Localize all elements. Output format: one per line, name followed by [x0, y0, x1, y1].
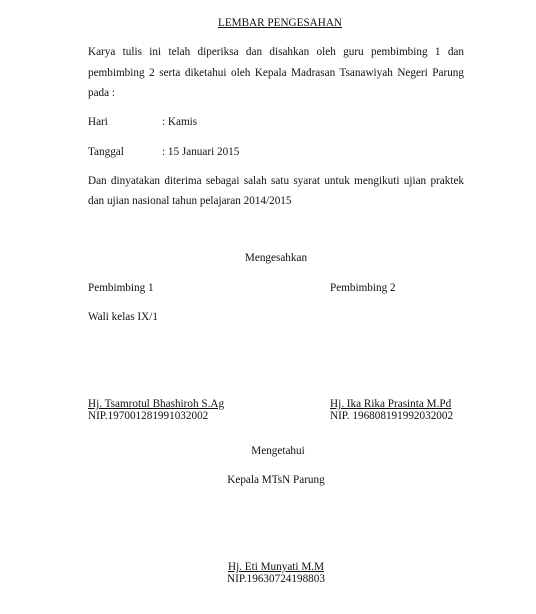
statement-line-1: Dan dinyatakan diterima sebagai salah satu syarat untuk mengikuti ujian praktek: [88, 175, 464, 187]
pembimbing1-name: Hj. Tsamrotul Bhashiroh S.Ag: [88, 398, 225, 410]
tanggal-value: : 15 Januari 2015: [162, 146, 240, 158]
intro-line-1: Karya tulis ini telah diperiksa dan disahkan oleh guru pembimbing 1 dan: [88, 46, 464, 58]
approval-heading: Mengesahkan: [244, 252, 308, 264]
kepala-title: Kepala MTsN Parung: [227, 474, 325, 486]
kepala-nip: NIP.19630724198803: [227, 573, 325, 585]
pembimbing2-name: Hj. Ika Rika Prasinta M.Pd: [330, 398, 452, 410]
pembimbing1-label: Pembimbing 1: [88, 282, 154, 294]
intro-line-3: pada :: [88, 87, 116, 99]
hari-value: : Kamis: [162, 116, 198, 128]
document-title: LEMBAR PENGESAHAN: [217, 17, 342, 29]
pembimbing2-nip: NIP. 196808191992032002: [330, 410, 454, 422]
pembimbing2-label: Pembimbing 2: [330, 282, 396, 294]
statement-line-2: dan ujian nasional tahun pelajaran 2014/2015: [88, 195, 292, 207]
pembimbing1-role: Wali kelas IX/1: [88, 311, 158, 323]
intro-line-2: pembimbing 2 serta diketahui oleh Kepala Madrasan Tsanawiyah Negeri Parung: [88, 67, 464, 79]
pembimbing1-nip: NIP.197001281991032002: [88, 410, 209, 422]
acknowledge-heading: Mengetahui: [251, 445, 305, 457]
hari-label: Hari: [88, 116, 108, 128]
tanggal-label: Tanggal: [88, 146, 124, 158]
kepala-name: Hj. Eti Munyati M.M: [227, 561, 325, 573]
